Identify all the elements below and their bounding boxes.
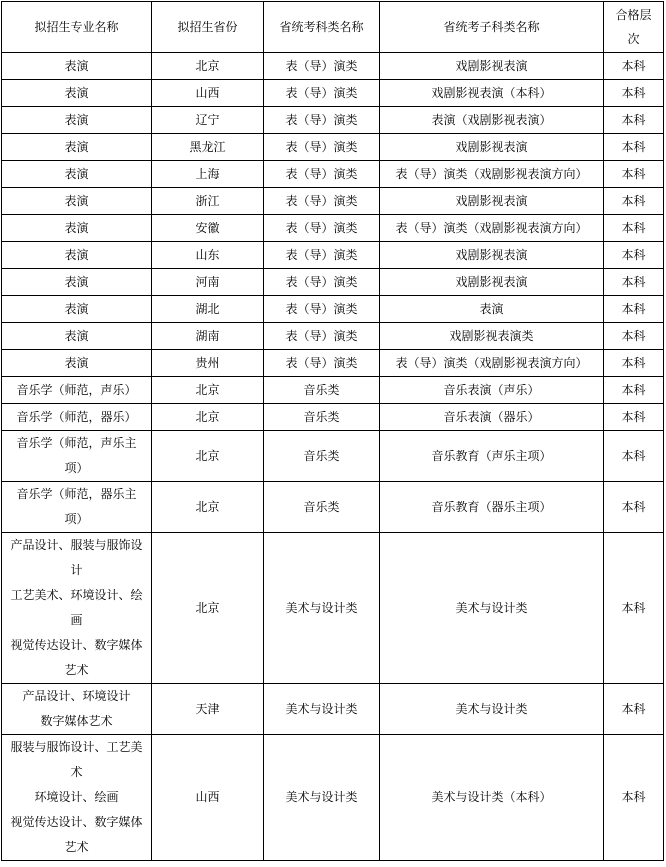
cell-major: 表演 [2, 161, 152, 188]
cell-level: 本科 [604, 215, 664, 242]
cell-exam-subcategory: 表（导）演类（戏剧影视表演方向） [380, 350, 604, 377]
cell-exam-category: 表（导）演类 [264, 242, 380, 269]
cell-province: 河南 [152, 269, 264, 296]
cell-major: 表演 [2, 107, 152, 134]
cell-province: 山西 [152, 735, 264, 861]
cell-exam-category: 表（导）演类 [264, 134, 380, 161]
cell-exam-subcategory: 表（导）演类（戏剧影视表演方向） [380, 215, 604, 242]
cell-exam-subcategory: 戏剧影视表演 [380, 134, 604, 161]
cell-exam-category: 表（导）演类 [264, 107, 380, 134]
header-qualified-level: 合格层 次 [604, 2, 664, 53]
header-exam-subcategory: 省统考子科类名称 [380, 2, 604, 53]
table-row [2, 404, 664, 431]
cell-province: 天津 [152, 684, 264, 735]
table-row [2, 134, 664, 161]
cell-province: 辽宁 [152, 107, 264, 134]
cell-province: 贵州 [152, 350, 264, 377]
cell-major: 表演 [2, 350, 152, 377]
cell-province: 山西 [152, 80, 264, 107]
cell-exam-category: 表（导）演类 [264, 323, 380, 350]
cell-province: 安徽 [152, 215, 264, 242]
table-row [2, 431, 664, 482]
table-row [2, 107, 664, 134]
table-row [2, 215, 664, 242]
cell-level: 本科 [604, 80, 664, 107]
table-row [2, 482, 664, 533]
cell-level: 本科 [604, 404, 664, 431]
cell-province: 北京 [152, 482, 264, 533]
header-major: 拟招生专业名称 [2, 2, 152, 53]
cell-major: 表演 [2, 296, 152, 323]
cell-province: 黑龙江 [152, 134, 264, 161]
cell-province: 山东 [152, 242, 264, 269]
cell-exam-category: 表（导）演类 [264, 53, 380, 80]
cell-province: 北京 [152, 377, 264, 404]
cell-exam-subcategory: 音乐教育（器乐主项） [380, 482, 604, 533]
cell-exam-category: 表（导）演类 [264, 80, 380, 107]
cell-exam-category: 音乐类 [264, 431, 380, 482]
cell-major: 表演 [2, 323, 152, 350]
table-row [2, 53, 664, 80]
cell-level: 本科 [604, 431, 664, 482]
cell-province: 浙江 [152, 188, 264, 215]
cell-exam-subcategory: 戏剧影视表演（本科） [380, 80, 604, 107]
cell-exam-category: 美术与设计类 [264, 533, 380, 684]
cell-exam-subcategory: 音乐教育（声乐主项） [380, 431, 604, 482]
cell-exam-category: 音乐类 [264, 482, 380, 533]
cell-major: 表演 [2, 215, 152, 242]
table-row [2, 242, 664, 269]
cell-major: 产品设计、服装与服饰设 计 工艺美术、环境设计、绘 画 视觉传达设计、数字媒体 艺术 [2, 533, 152, 684]
table-row [2, 377, 664, 404]
cell-province: 北京 [152, 404, 264, 431]
cell-exam-category: 表（导）演类 [264, 350, 380, 377]
cell-level: 本科 [604, 296, 664, 323]
cell-major: 表演 [2, 242, 152, 269]
cell-exam-subcategory: 戏剧影视表演类 [380, 323, 604, 350]
cell-exam-category: 表（导）演类 [264, 161, 380, 188]
cell-major: 表演 [2, 53, 152, 80]
cell-level: 本科 [604, 134, 664, 161]
cell-level: 本科 [604, 323, 664, 350]
cell-major: 音乐学（师范，器乐主 项） [2, 482, 152, 533]
cell-major: 音乐学（师范，声乐） [2, 377, 152, 404]
cell-major: 产品设计、环境设计 数字媒体艺术 [2, 684, 152, 735]
cell-exam-subcategory: 戏剧影视表演 [380, 53, 604, 80]
cell-major: 表演 [2, 134, 152, 161]
header-province: 拟招生省份 [152, 2, 264, 53]
cell-exam-subcategory: 戏剧影视表演 [380, 269, 604, 296]
cell-major: 表演 [2, 80, 152, 107]
cell-exam-subcategory: 表（导）演类（戏剧影视表演方向） [380, 161, 604, 188]
table-row [2, 684, 664, 735]
cell-exam-category: 美术与设计类 [264, 684, 380, 735]
cell-exam-category: 表（导）演类 [264, 269, 380, 296]
cell-exam-subcategory: 表演（戏剧影视表演） [380, 107, 604, 134]
cell-exam-subcategory: 表演 [380, 296, 604, 323]
table-row [2, 269, 664, 296]
table-row [2, 296, 664, 323]
table-row [2, 161, 664, 188]
cell-exam-subcategory: 戏剧影视表演 [380, 188, 604, 215]
cell-level: 本科 [604, 350, 664, 377]
cell-level: 本科 [604, 684, 664, 735]
cell-province: 湖北 [152, 296, 264, 323]
cell-major: 服装与服饰设计、工艺美 术 环境设计、绘画 视觉传达设计、数字媒体 艺术 [2, 735, 152, 861]
cell-province: 上海 [152, 161, 264, 188]
table-row [2, 350, 664, 377]
cell-exam-category: 音乐类 [264, 377, 380, 404]
cell-level: 本科 [604, 53, 664, 80]
cell-exam-subcategory: 戏剧影视表演 [380, 242, 604, 269]
table-row [2, 80, 664, 107]
cell-major: 表演 [2, 188, 152, 215]
table-row [2, 735, 664, 861]
cell-province: 北京 [152, 533, 264, 684]
cell-major: 音乐学（师范，器乐） [2, 404, 152, 431]
cell-exam-category: 表（导）演类 [264, 215, 380, 242]
table-row [2, 323, 664, 350]
cell-major: 音乐学（师范，声乐主 项） [2, 431, 152, 482]
table-row [2, 533, 664, 684]
cell-level: 本科 [604, 269, 664, 296]
cell-level: 本科 [604, 735, 664, 861]
cell-level: 本科 [604, 161, 664, 188]
cell-level: 本科 [604, 107, 664, 134]
cell-level: 本科 [604, 242, 664, 269]
cell-province: 北京 [152, 431, 264, 482]
admissions-table [1, 1, 664, 861]
cell-exam-subcategory: 音乐表演（声乐） [380, 377, 604, 404]
header-row [2, 2, 664, 53]
cell-exam-category: 表（导）演类 [264, 188, 380, 215]
header-exam-category: 省统考科类名称 [264, 2, 380, 53]
cell-exam-subcategory: 美术与设计类 [380, 684, 604, 735]
cell-level: 本科 [604, 482, 664, 533]
cell-major: 表演 [2, 269, 152, 296]
cell-exam-subcategory: 美术与设计类（本科） [380, 735, 604, 861]
cell-level: 本科 [604, 377, 664, 404]
cell-level: 本科 [604, 533, 664, 684]
table-row [2, 188, 664, 215]
cell-exam-subcategory: 美术与设计类 [380, 533, 604, 684]
cell-exam-category: 音乐类 [264, 404, 380, 431]
cell-exam-category: 美术与设计类 [264, 735, 380, 861]
cell-province: 北京 [152, 53, 264, 80]
cell-exam-category: 表（导）演类 [264, 296, 380, 323]
cell-level: 本科 [604, 188, 664, 215]
cell-exam-subcategory: 音乐表演（器乐） [380, 404, 604, 431]
cell-province: 湖南 [152, 323, 264, 350]
